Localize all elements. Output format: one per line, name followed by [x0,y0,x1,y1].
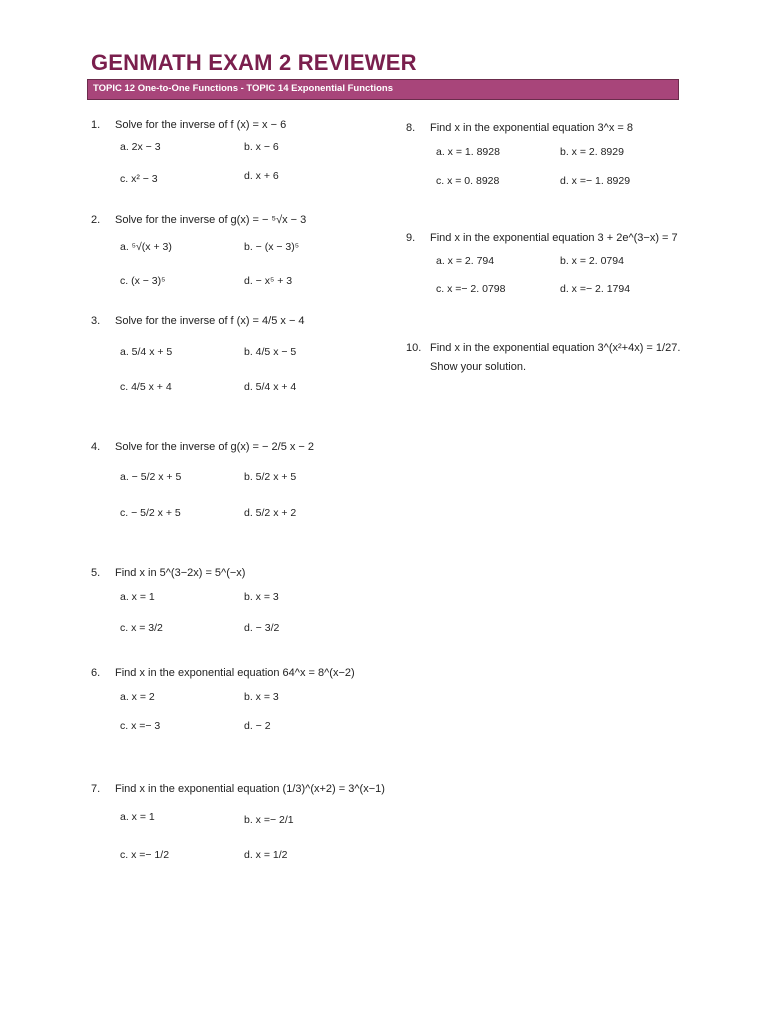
option-b: b. x − 6 [244,141,279,153]
option-c: c. − 5/2 x + 5 [120,507,181,519]
question-number: 8. [406,122,416,134]
option-a: a. x = 2 [120,691,155,703]
question-number: 3. [91,315,101,327]
option-a: a. x = 1. 8928 [436,146,500,158]
question-stem: Find x in the exponential equation 3 + 2e^(3−x) = 7 [430,232,678,244]
question-number: 6. [91,667,101,679]
question-stem: Solve for the inverse of g(x) = − ⁵√x − 3 [115,214,307,226]
option-d: d. x =− 1. 8929 [560,175,631,187]
question-stem: Find x in the exponential equation 3^x = 8 [430,122,633,134]
question-number: 2. [91,214,101,226]
option-a: a. x = 1 [120,591,155,603]
question-number: 10. [406,342,422,354]
option-d: d. − 2 [244,720,271,732]
option-c: c. x = 0. 8928 [436,175,500,187]
option-b: b. x = 3 [244,591,279,603]
option-c: c. x =− 3 [120,720,161,732]
option-b: b. x = 3 [244,691,279,703]
option-d: d. x + 6 [244,170,279,182]
option-a: a. x = 2. 794 [436,255,495,267]
option-a: a. x = 1 [120,811,155,823]
question-number: 5. [91,567,101,579]
topic-banner: TOPIC 12 One-to-One Functions - TOPIC 14 Exponential Functions [87,79,679,100]
question-stem: Find x in the exponential equation 64^x = 8^(x−2) [115,667,355,679]
option-b: b. − (x − 3)⁵ [244,241,300,253]
option-c: c. x =− 2. 0798 [436,283,506,295]
option-a: a. 2x − 3 [120,141,161,153]
option-b: b. x =− 2/1 [244,814,294,826]
page-title: GENMATH EXAM 2 REVIEWER [91,50,417,75]
question-note: Show your solution. [430,361,526,373]
option-d: d. − x⁵ + 3 [244,275,293,287]
option-d: d. − 3/2 [244,622,280,634]
question-number: 1. [91,119,101,131]
option-b: b. 4/5 x − 5 [244,346,297,358]
option-c: c. x =− 1/2 [120,849,170,861]
question-stem: Find x in 5^(3−2x) = 5^(−x) [115,567,246,579]
question-stem: Find x in the exponential equation 3^(x²+4x) = 1/27. [430,342,681,354]
option-d: d. 5/2 x + 2 [244,507,297,519]
option-c: c. 4/5 x + 4 [120,381,172,393]
question-number: 4. [91,441,101,453]
question-number: 9. [406,232,416,244]
option-b: b. 5/2 x + 5 [244,471,297,483]
option-a: a. − 5/2 x + 5 [120,471,182,483]
question-stem: Solve for the inverse of g(x) = − 2/5 x − 2 [115,441,315,453]
option-d: d. 5/4 x + 4 [244,381,297,393]
question-number: 7. [91,783,101,795]
option-d: d. x =− 2. 1794 [560,283,631,295]
option-c: c. x = 3/2 [120,622,163,634]
option-a: a. 5/4 x + 5 [120,346,173,358]
option-b: b. x = 2. 0794 [560,255,624,267]
option-c: c. (x − 3)⁵ [120,275,166,287]
option-c: c. x² − 3 [120,173,158,185]
question-stem: Solve for the inverse of f (x) = x − 6 [115,119,287,131]
option-d: d. x = 1/2 [244,849,288,861]
option-a: a. ⁵√(x + 3) [120,241,172,253]
question-stem: Find x in the exponential equation (1/3)^(x+2) = 3^(x−1) [115,783,385,795]
option-b: b. x = 2. 8929 [560,146,624,158]
question-stem: Solve for the inverse of f (x) = 4/5 x − 4 [115,315,305,327]
